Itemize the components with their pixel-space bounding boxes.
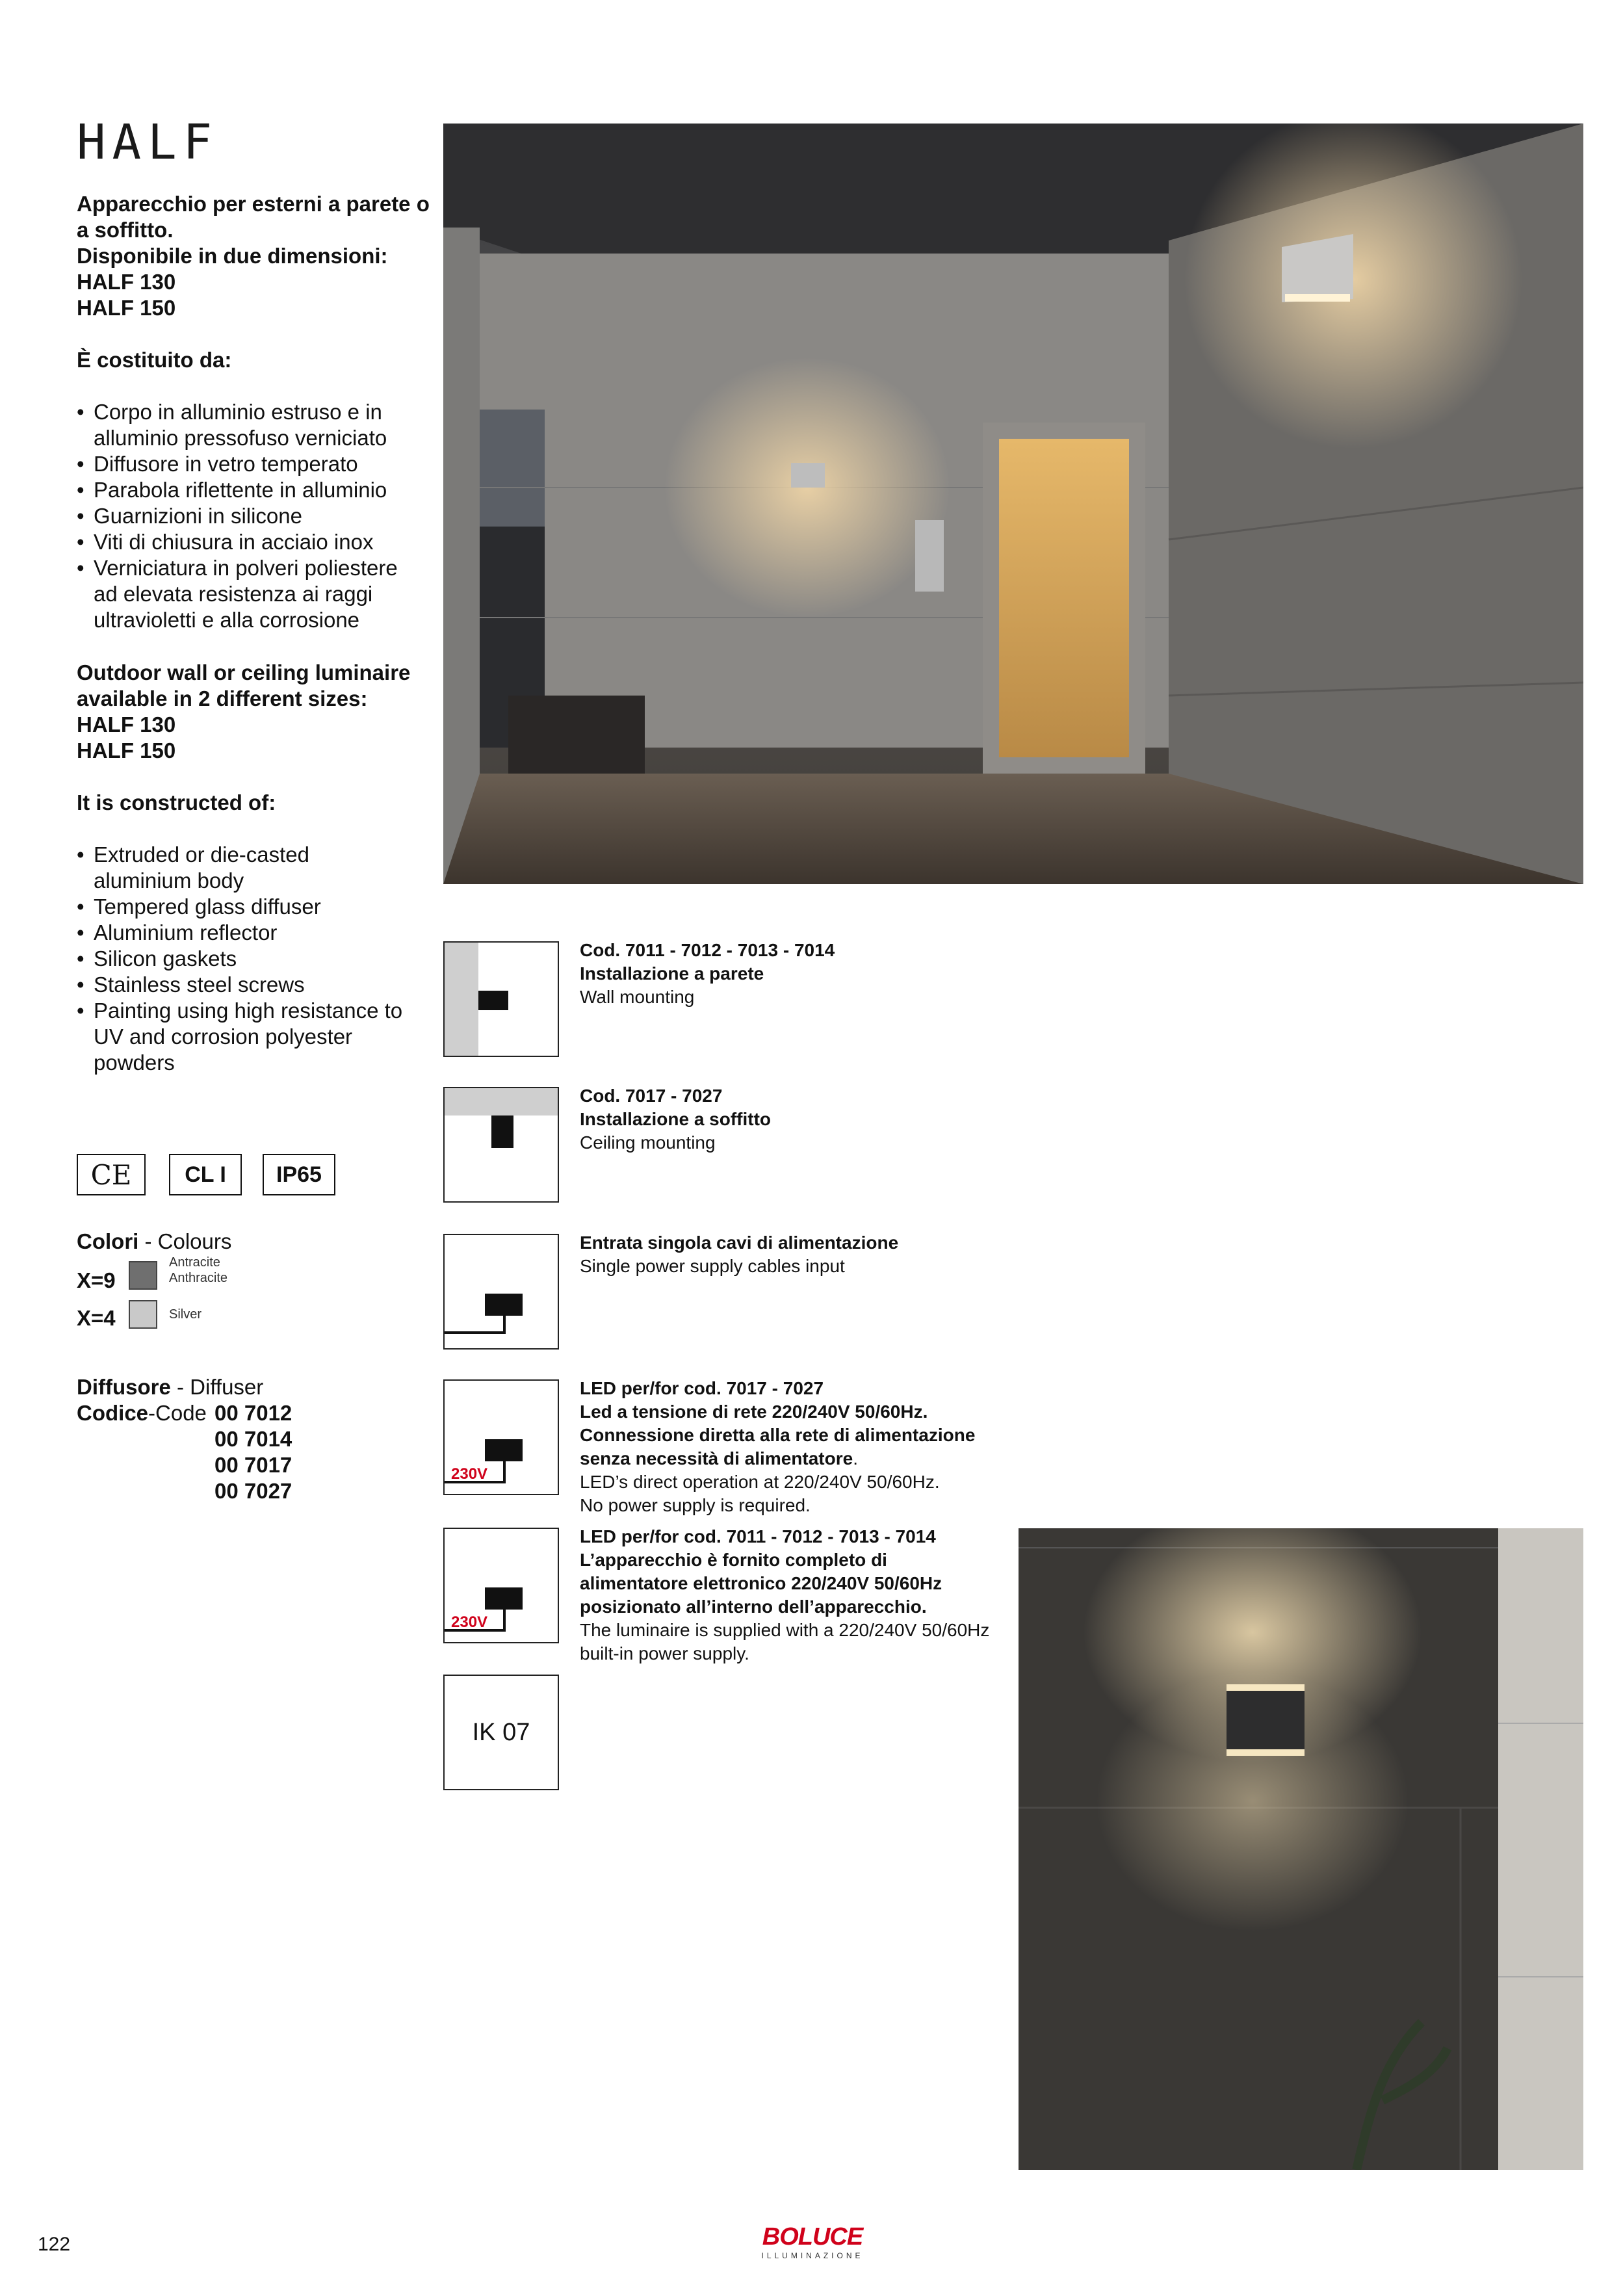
- ceiling-mounting-text: Cod. 7017 - 7027 Installazione a soffitto Ceiling mounting: [580, 1086, 772, 1153]
- intro-it-size1: HALF 130: [77, 270, 176, 294]
- intro-en-size1: HALF 130: [77, 712, 176, 737]
- list-item: 00 7027: [214, 1479, 292, 1503]
- list-item: 00 7017: [214, 1453, 292, 1477]
- list-item: • Verniciatura in polveri poliestere ad elevata resistenza ai raggi ultravioletti e alla corrosione: [77, 555, 441, 633]
- colour-code-silver: X=4: [77, 1306, 116, 1330]
- diffuser-heading: Diffusore - Diffuser: [77, 1375, 264, 1399]
- diffuser-codes: [214, 1400, 292, 1504]
- intro-en-bullets: [77, 842, 441, 1076]
- product-photo-closeup: [1019, 1528, 1583, 2170]
- anthracite-swatch: [129, 1261, 157, 1290]
- class-badge: CL I: [169, 1154, 242, 1195]
- list-item: • Silicon gaskets: [77, 946, 441, 972]
- intro-it-line1: Apparecchio per esterni a parete o: [77, 192, 430, 216]
- colour-name-silver: Silver: [169, 1307, 202, 1322]
- ceiling-mounting-icon: [443, 1087, 559, 1203]
- intro-it-line2: a soffitto.: [77, 218, 174, 242]
- silver-swatch: [129, 1300, 157, 1329]
- intro-en-size2: HALF 150: [77, 738, 176, 763]
- list-item: • Aluminium reflector: [77, 920, 441, 946]
- intro-english: [77, 660, 441, 1076]
- intro-en-composed: It is constructed of:: [77, 790, 276, 815]
- intro-it-line3: Disponibile in due dimensioni:: [77, 244, 388, 268]
- colour-name-anthracite: Antracite Anthracite: [169, 1255, 228, 1285]
- intro-it-size2: HALF 150: [77, 296, 176, 320]
- product-photo-porch: [443, 124, 1583, 884]
- colour-code-anthracite: X=9: [77, 1268, 116, 1292]
- intro-en-line1: Outdoor wall or ceiling luminaire: [77, 660, 411, 685]
- intro-en-line2: available in 2 different sizes:: [77, 686, 368, 711]
- wall-mounting-icon: [443, 941, 559, 1057]
- list-item: • Stainless steel screws: [77, 972, 441, 998]
- cable-input-icon: [443, 1234, 559, 1350]
- wall-mounting-text: Cod. 7011 - 7012 - 7013 - 7014 Installazione a parete Wall mounting: [580, 940, 835, 1007]
- list-item: • Parabola riflettente in alluminio: [77, 477, 441, 503]
- voltage-label: 230V: [451, 1613, 488, 1631]
- page-title: HALF: [77, 114, 219, 170]
- ce-mark-icon: CE: [77, 1154, 146, 1195]
- list-item: • Extruded or die-casted aluminium body: [77, 842, 441, 894]
- list-item: • Guarnizioni in silicone: [77, 503, 441, 529]
- list-item: • Tempered glass diffuser: [77, 894, 441, 920]
- led-ceiling-text: LED per/for cod. 7017 - 7027 Led a tensione di rete 220/240V 50/60Hz. Connessione diretta alla rete di alimentazione senza necessità di alimentatore. LED’s direct operation at 220/240V 50/60Hz. No power supply is required.: [580, 1378, 976, 1515]
- brand-logo: [754, 2223, 871, 2260]
- voltage-label: 230V: [451, 1465, 488, 1483]
- intro-italian: [77, 191, 441, 633]
- list-item: • Diffusore in vetro temperato: [77, 451, 441, 477]
- ip-rating-badge: IP65: [263, 1154, 335, 1195]
- page-number: 122: [38, 2234, 71, 2255]
- led-driver-icon: [443, 1528, 559, 1643]
- led-mains-icon: [443, 1379, 559, 1495]
- led-wall-text: LED per/for cod. 7011 - 7012 - 7013 - 7014 L’apparecchio è fornito completo di alimentatore elettronico 220/240V 50/60Hz posizionato all’interno dell’apparecchio. The luminaire is supplied with a 220/240V 50/60Hz built-in power supply.: [580, 1526, 990, 1663]
- brand-subtitle: ILLUMINAZIONE: [761, 2251, 864, 2260]
- list-item: 00 7012: [214, 1401, 292, 1425]
- diffuser-code-label: Codice-Code: [77, 1401, 207, 1425]
- brand-name: BOLUCE: [762, 2223, 863, 2250]
- list-item: • Painting using high resistance to UV and corrosion polyester powders: [77, 998, 441, 1076]
- colours-heading: Colori - Colours: [77, 1229, 232, 1253]
- ik-rating-badge: IK 07: [443, 1675, 559, 1790]
- porch-scene-illustration: [443, 124, 1583, 884]
- list-item: • Corpo in alluminio estruso e in alluminio pressofuso verniciato: [77, 399, 441, 451]
- list-item: 00 7014: [214, 1427, 292, 1451]
- intro-it-bullets: [77, 399, 441, 633]
- intro-it-composed: È costituito da:: [77, 348, 232, 372]
- list-item: • Viti di chiusura in acciaio inox: [77, 529, 441, 555]
- closeup-lamp-illustration: [1019, 1528, 1583, 2170]
- cable-input-text: Entrata singola cavi di alimentazione Single power supply cables input: [580, 1233, 899, 1276]
